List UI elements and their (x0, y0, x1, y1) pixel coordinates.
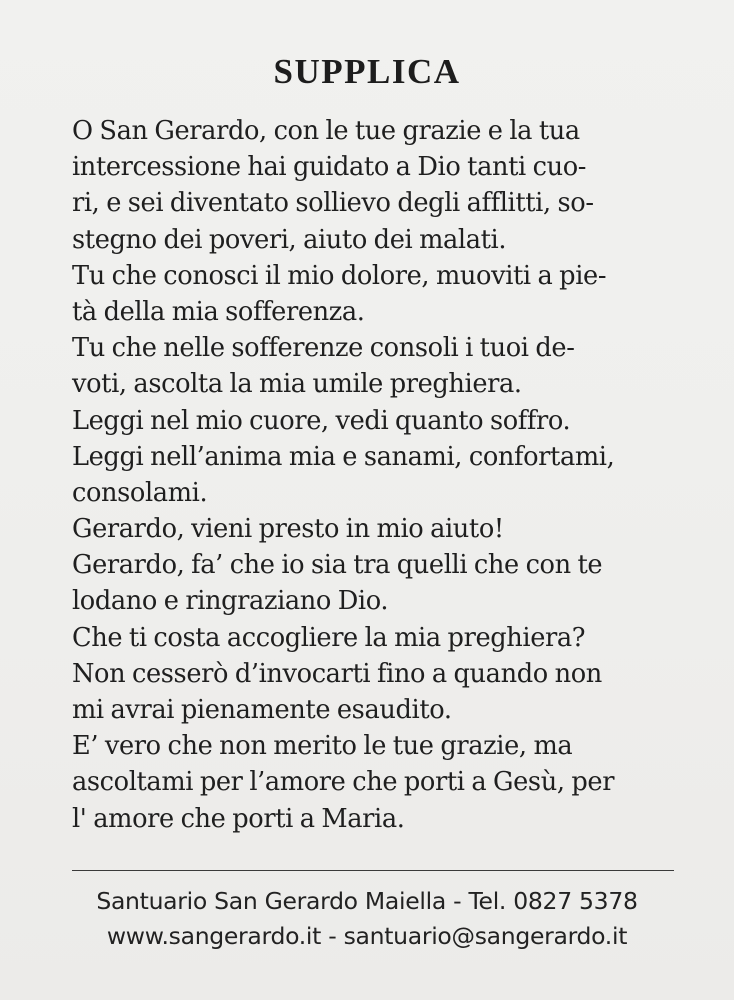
prayer-line: voti, ascolta la mia umile preghiera. (72, 369, 522, 400)
prayer-line: tà della mia sofferenza. (72, 296, 365, 327)
prayer-line: ri, e sei diventato sollievo degli afflitti, so- (72, 188, 594, 219)
prayer-line: Leggi nell’anima mia e sanami, confortami, (72, 441, 615, 472)
prayer-line: Leggi nel mio cuore, vedi quanto soffro. (72, 405, 571, 436)
sanctuary-contact: Santuario San Gerardo Maiella - Tel. 0827 5378 (96, 887, 638, 915)
footer-divider (72, 870, 674, 871)
prayer-line: l' amore che porti a Maria. (72, 803, 405, 834)
prayer-line: Tu che conosci il mio dolore, muoviti a pie- (72, 260, 607, 291)
prayer-line: Tu che nelle sofferenze consoli i tuoi de- (72, 333, 575, 364)
sanctuary-web-email: www.sangerardo.it - santuario@sangerardo.it (106, 922, 628, 950)
prayer-line: intercessione hai guidato a Dio tanti cuo- (72, 152, 587, 183)
prayer-line: Gerardo, fa’ che io sia tra quelli che con te (72, 550, 603, 581)
prayer-line: E’ vero che non merito le tue grazie, ma (72, 731, 573, 762)
prayer-line: Gerardo, vieni presto in mio aiuto! (72, 514, 504, 545)
prayer-line: Non cesserò d’invocarti fino a quando non (72, 658, 602, 689)
prayer-line: mi avrai pienamente esaudito. (72, 695, 452, 725)
prayer-line: ascoltami per l’amore che porti a Gesù, per (72, 767, 615, 798)
prayer-line: Che ti costa accogliere la mia preghiera? (72, 622, 586, 653)
prayer-text (72, 113, 682, 837)
prayer-line: stegno dei poveri, aiuto dei malati. (72, 224, 507, 255)
card-title: SUPPLICA (273, 52, 461, 91)
prayer-line: O San Gerardo, con le tue grazie e la tua (72, 116, 580, 146)
prayer-line: lodano e ringraziano Dio. (72, 586, 389, 617)
prayer-line: consolami. (72, 477, 208, 508)
